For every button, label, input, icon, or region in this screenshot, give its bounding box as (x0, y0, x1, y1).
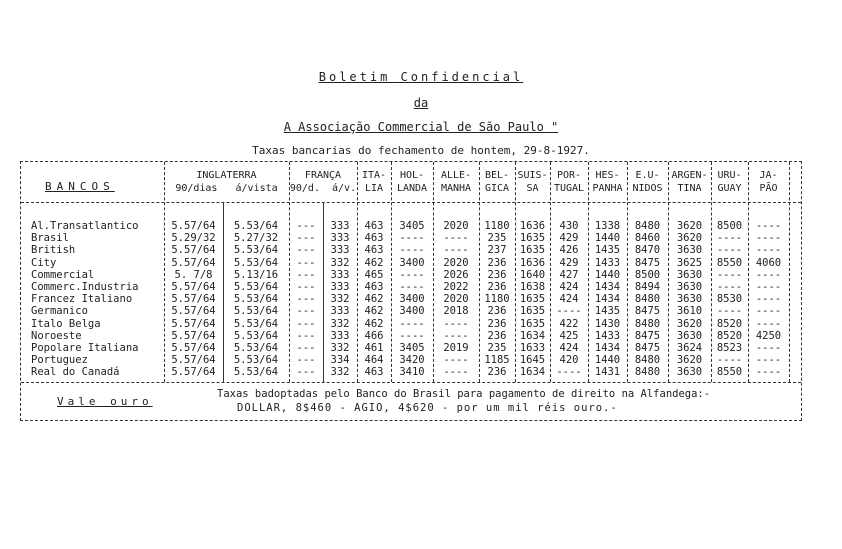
rate-cell: 1636 (519, 256, 546, 269)
rate-cell: 1433 (594, 329, 621, 342)
rate-cell: 2026 (443, 268, 469, 281)
rate-cell: 333 (330, 244, 350, 257)
rate-cell: 3620 (676, 232, 703, 245)
bank-name: Al.Transatlantico (31, 220, 139, 232)
rate-cell: 1634 (519, 329, 546, 342)
table-row (21, 366, 801, 378)
rate-cell: 236 (487, 317, 507, 330)
rate-cell: 8480 (634, 354, 661, 367)
rate-cell: 2020 (443, 220, 469, 232)
footer-separator (21, 382, 801, 383)
rate-cell: ---- (755, 342, 782, 354)
rate-cell: 5.57/64 (171, 329, 216, 342)
rate-cell: 5. 7/8 (174, 268, 213, 281)
rate-cell: 3630 (676, 244, 703, 257)
rate-cell: 422 (559, 317, 579, 330)
rate-cell: 5.29/32 (171, 232, 216, 245)
bank-name: Popolare Italiana (31, 342, 139, 354)
rate-cell: 5.57/64 (171, 220, 216, 232)
rate-cell: 5.57/64 (171, 244, 216, 257)
rate-cell: 8550 (716, 366, 743, 379)
rate-cell: 1636 (519, 220, 546, 232)
rate-cell: 8475 (634, 342, 661, 354)
rate-cell: --- (296, 366, 316, 379)
rate-cell: 3620 (676, 354, 703, 367)
rate-cell: 2018 (443, 305, 469, 318)
column-header: SUIS- SA (517, 170, 548, 194)
rate-cell: 462 (364, 317, 384, 330)
rate-cell: ---- (755, 354, 782, 367)
rate-cell: 2020 (443, 293, 469, 306)
rate-cell: 5.13/16 (233, 268, 279, 281)
bank-name: Germanico (31, 305, 88, 318)
rate-cell: 333 (330, 220, 350, 232)
rate-cell: ---- (399, 244, 425, 257)
rate-cell: ---- (716, 354, 743, 367)
rate-cell: 5.57/64 (171, 305, 216, 318)
rate-cell: 8530 (716, 293, 743, 306)
column-header: URU- GUAY (717, 170, 742, 194)
bank-name: British (31, 244, 76, 257)
footer-line-1: Taxas badoptadas pelo Banco do Brasil para pagamento de direito na Alfandega:- (217, 388, 711, 400)
column-header: E.U- NIDOS (632, 170, 663, 194)
rate-cell: 236 (487, 256, 507, 269)
rate-cell: --- (296, 342, 316, 354)
table-row (21, 220, 801, 232)
rate-cell: --- (296, 293, 316, 306)
rate-cell: --- (296, 268, 316, 281)
rate-cell: 3630 (676, 268, 703, 281)
rate-cell: 3405 (399, 220, 425, 232)
rate-cell: 425 (559, 329, 579, 342)
rate-cell: ---- (443, 366, 469, 379)
rate-cell: 1434 (594, 342, 621, 354)
rate-cell: 3400 (399, 305, 425, 318)
table-row (21, 305, 801, 317)
rate-cell: 8550 (716, 256, 743, 269)
rate-cell: 1430 (594, 317, 621, 330)
rate-cell: 426 (559, 244, 579, 257)
organization-name: A Associação Commercial de São Paulo " (283, 120, 559, 134)
rates-table (20, 161, 802, 421)
table-row (21, 257, 801, 269)
column-header: POR- TUGAL (553, 170, 585, 194)
rate-cell: 8520 (716, 329, 743, 342)
rate-cell: 8480 (634, 220, 661, 232)
column-header: BEL- GICA (484, 170, 510, 194)
rate-cell: ---- (755, 305, 782, 318)
rate-cell: 333 (330, 329, 350, 342)
document-subtitle: Taxas bancarias do fechamento de hontem, 29-8-1927. (252, 144, 590, 157)
document-da: da (413, 96, 429, 110)
rate-cell: 5.53/64 (233, 366, 279, 379)
rate-cell: 8480 (634, 317, 661, 330)
rate-cell: 5.53/64 (233, 220, 279, 232)
rate-cell: 424 (559, 342, 579, 354)
bank-name: Real do Canadá (31, 366, 120, 379)
rate-cell: 332 (330, 293, 350, 306)
rate-cell: ---- (399, 317, 425, 330)
bank-name: Portuguez (31, 354, 88, 367)
rate-cell: 462 (364, 256, 384, 269)
rate-cell: 4250 (755, 329, 782, 342)
rate-cell: --- (296, 329, 316, 342)
rate-cell: ---- (716, 232, 743, 245)
rate-cell: 5.53/64 (233, 354, 279, 367)
rate-cell: ---- (399, 329, 425, 342)
rate-cell: 5.53/64 (233, 281, 279, 293)
table-row (21, 342, 801, 354)
rate-cell: 1645 (519, 354, 546, 367)
rate-cell: ---- (755, 268, 782, 281)
column-header: HES- PANHA (592, 170, 623, 194)
rate-cell: 461 (364, 342, 384, 354)
table-row (21, 354, 801, 366)
rate-cell: 3410 (399, 366, 425, 379)
vale-ouro-label: Vale ouro (57, 395, 153, 408)
rate-cell: 3630 (676, 281, 703, 293)
footer-line-2: DOLLAR, 8$460 - AGIO, 4$620 - por um mil réis ouro.- (237, 402, 618, 414)
rate-cell: 1635 (519, 293, 546, 306)
rate-cell: --- (296, 244, 316, 257)
rate-cell: ---- (399, 281, 425, 293)
rate-cell: ---- (755, 317, 782, 330)
rate-cell: ---- (399, 232, 425, 245)
rate-cell: 236 (487, 329, 507, 342)
rate-cell: ---- (716, 281, 743, 293)
rate-cell: 5.53/64 (233, 293, 279, 306)
rate-cell: 3400 (399, 293, 425, 306)
rate-cell: 236 (487, 281, 507, 293)
rate-cell: 3405 (399, 342, 425, 354)
rate-cell: 5.53/64 (233, 244, 279, 257)
rate-cell: 463 (364, 232, 384, 245)
bank-name: Italo Belga (31, 317, 101, 330)
rate-cell: 424 (559, 293, 579, 306)
rate-cell: 236 (487, 366, 507, 379)
rate-cell: ---- (755, 220, 782, 232)
table-row (21, 244, 801, 256)
rate-cell: 332 (330, 342, 350, 354)
bank-name: Francez Italiano (31, 293, 133, 306)
rate-cell: 1440 (594, 354, 621, 367)
rate-cell: --- (296, 305, 316, 318)
rate-cell: 3420 (399, 354, 425, 367)
rate-cell: 5.57/64 (171, 342, 216, 354)
rate-cell: 430 (559, 220, 579, 232)
rate-cell: --- (296, 256, 316, 269)
rate-cell: 333 (330, 232, 350, 245)
rate-cell: 5.57/64 (171, 281, 216, 293)
rate-cell: 420 (559, 354, 579, 367)
rate-cell: --- (296, 354, 316, 367)
rate-cell: --- (296, 317, 316, 330)
column-header: FRANÇA 90/d. á/v. (289, 170, 357, 194)
rate-cell: 1433 (594, 256, 621, 269)
rate-cell: 429 (559, 232, 579, 245)
rate-cell: 1435 (594, 244, 621, 257)
header-separator (21, 202, 801, 203)
rate-cell: 332 (330, 366, 350, 379)
rate-cell: ---- (443, 244, 469, 257)
rate-cell: 8475 (634, 256, 661, 269)
rate-cell: 463 (364, 244, 384, 257)
rate-cell: 5.53/64 (233, 305, 279, 318)
column-header: JA- PÃO (759, 170, 778, 194)
rate-cell: ---- (755, 366, 782, 379)
rate-cell: 462 (364, 293, 384, 306)
rate-cell: ---- (755, 232, 782, 245)
rate-cell: 333 (330, 268, 350, 281)
rate-cell: 8470 (634, 244, 661, 257)
rate-cell: 3610 (676, 305, 703, 318)
rate-cell: --- (296, 232, 316, 245)
rate-cell: 5.53/64 (233, 329, 279, 342)
rate-cell: 463 (364, 220, 384, 232)
bank-name: Commerc.Industria (31, 281, 139, 293)
rate-cell: 235 (487, 342, 507, 354)
rate-cell: 235 (487, 232, 507, 245)
rate-cell: 1638 (519, 281, 546, 293)
rate-cell: ---- (556, 305, 582, 318)
rate-cell: ---- (443, 317, 469, 330)
rate-cell: 1434 (594, 293, 621, 306)
rate-cell: 1635 (519, 244, 546, 257)
rate-cell: 463 (364, 366, 384, 379)
rate-cell: 1635 (519, 317, 546, 330)
table-row (21, 269, 801, 281)
table-row (21, 318, 801, 330)
rate-cell: 3624 (676, 342, 703, 354)
rate-cell: 1635 (519, 232, 546, 245)
rate-cell: 4060 (755, 256, 782, 269)
rate-cell: 3620 (676, 220, 703, 232)
bank-name: Brasil (31, 232, 69, 245)
rate-cell: 236 (487, 268, 507, 281)
column-header: HOL- LANDA (396, 170, 428, 194)
rate-cell: 5.57/64 (171, 366, 216, 379)
rate-cell: 1180 (484, 293, 510, 306)
rate-cell: ---- (556, 366, 582, 379)
rate-cell: 1338 (594, 220, 621, 232)
rate-cell: ---- (755, 281, 782, 293)
bancos-header: BANCOS (45, 180, 115, 193)
rate-cell: 332 (330, 317, 350, 330)
rate-cell: 424 (559, 281, 579, 293)
rate-cell: 2022 (443, 281, 469, 293)
column-header: ALLE- MANHA (440, 170, 472, 194)
rate-cell: 8500 (716, 220, 743, 232)
rate-cell: 3630 (676, 329, 703, 342)
rate-cell: 466 (364, 329, 384, 342)
rate-cell: ---- (443, 354, 469, 367)
rate-cell: 1633 (519, 342, 546, 354)
rate-cell: 8480 (634, 366, 661, 379)
rate-cell: ---- (716, 305, 743, 318)
rate-cell: 463 (364, 281, 384, 293)
rate-cell: 8480 (634, 293, 661, 306)
bank-name: Commercial (31, 268, 95, 281)
table-row (21, 232, 801, 244)
rate-cell: 3400 (399, 256, 425, 269)
rate-cell: 465 (364, 268, 384, 281)
rate-cell: 334 (330, 354, 350, 367)
rate-cell: 3630 (676, 366, 703, 379)
rate-cell: 1440 (594, 232, 621, 245)
rate-cell: 8500 (634, 268, 661, 281)
rate-cell: 5.57/64 (171, 317, 216, 330)
rate-cell: 1435 (594, 305, 621, 318)
rate-cell: 332 (330, 256, 350, 269)
rate-cell: 462 (364, 305, 384, 318)
rate-cell: 8523 (716, 342, 743, 354)
rate-cell: 2019 (443, 342, 469, 354)
rate-cell: 464 (364, 354, 384, 367)
rate-cell: 237 (487, 244, 507, 257)
rate-cell: 5.53/64 (233, 317, 279, 330)
rate-cell: 5.53/64 (233, 256, 279, 269)
rate-cell: ---- (755, 244, 782, 257)
bank-name: Noroeste (31, 329, 82, 342)
rate-cell: ---- (443, 232, 469, 245)
document-title: Boletim Confidencial (318, 70, 524, 84)
rate-cell: 3620 (676, 317, 703, 330)
rate-cell: 1431 (594, 366, 621, 379)
rate-cell: 5.57/64 (171, 354, 216, 367)
rate-cell: 2020 (443, 256, 469, 269)
rate-cell: 8475 (634, 305, 661, 318)
rate-cell: 1180 (484, 220, 510, 232)
rate-cell: 3630 (676, 293, 703, 306)
rate-cell: ---- (399, 268, 425, 281)
rate-cell: 1640 (519, 268, 546, 281)
rate-cell: 8475 (634, 329, 661, 342)
rate-cell: 429 (559, 256, 579, 269)
rate-cell: 3625 (676, 256, 703, 269)
rate-cell: 8460 (634, 232, 661, 245)
rate-cell: 333 (330, 281, 350, 293)
rate-cell: 5.57/64 (171, 293, 216, 306)
rate-cell: 8494 (634, 281, 661, 293)
column-header: INGLATERRA 90/dias á/vista (175, 170, 278, 194)
rate-cell: 5.27/32 (233, 232, 279, 245)
rate-cell: 8520 (716, 317, 743, 330)
rate-cell: 1634 (519, 366, 546, 379)
table-row (21, 281, 801, 293)
rate-cell: 1440 (594, 268, 621, 281)
table-row (21, 330, 801, 342)
rate-cell: --- (296, 220, 316, 232)
rate-cell: 5.53/64 (233, 342, 279, 354)
rate-cell: 5.57/64 (171, 256, 216, 269)
rate-cell: ---- (716, 244, 743, 257)
rate-cell: 1185 (484, 354, 510, 367)
rate-cell: 333 (330, 305, 350, 318)
rate-cell: ---- (443, 329, 469, 342)
rate-cell: ---- (716, 268, 743, 281)
bank-name: City (31, 256, 57, 269)
rate-cell: 1434 (594, 281, 621, 293)
rate-cell: 427 (559, 268, 579, 281)
table-row (21, 293, 801, 305)
rate-cell: ---- (755, 293, 782, 306)
rate-cell: --- (296, 281, 316, 293)
column-header: ITA- LIA (361, 170, 387, 194)
rate-cell: 1635 (519, 305, 546, 318)
rate-cell: 236 (487, 305, 507, 318)
column-header: ARGEN- TINA (671, 170, 708, 194)
